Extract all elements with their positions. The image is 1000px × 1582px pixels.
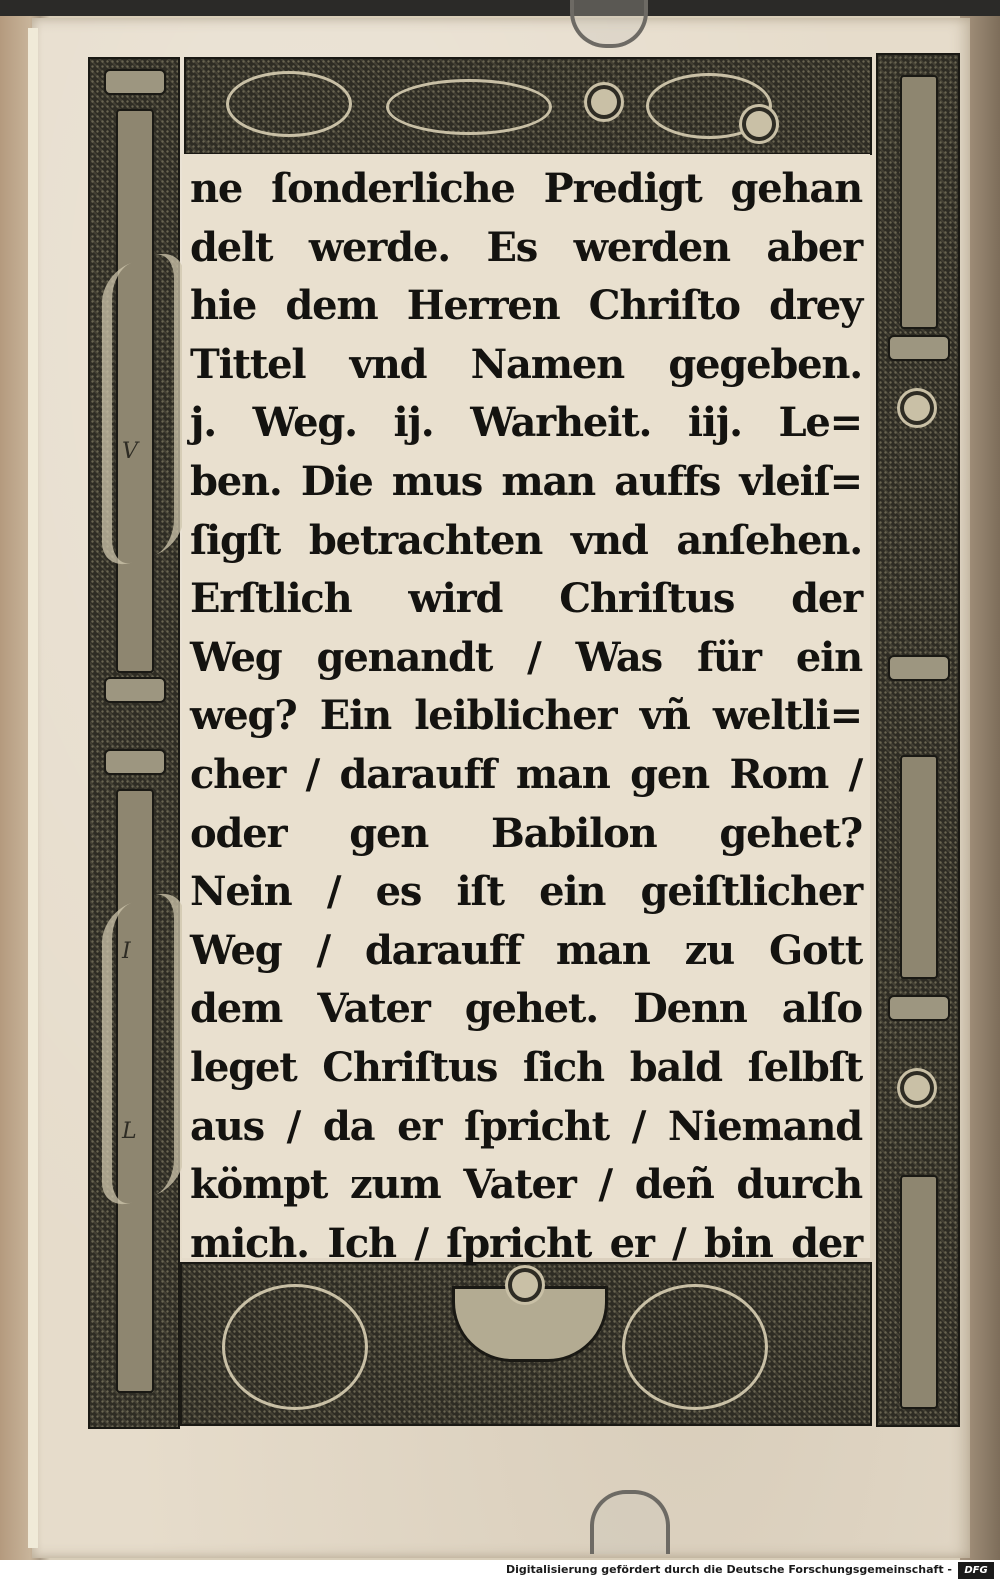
text-line: Erſtlich wird Chriſtus der <box>190 575 862 623</box>
scroll-ornament <box>222 1284 368 1410</box>
woodcut-border-right <box>876 53 960 1427</box>
footer-credit: Digitalisierung gefördert durch die Deutsche Forschungsgemeinschaft - <box>505 1563 952 1576</box>
column-shaft <box>900 1175 938 1409</box>
text-line: Tittel vnd Namen gegeben. <box>190 340 862 388</box>
text-line: Weg / darauff man zu Gott <box>190 926 862 974</box>
woodcut-border-bottom <box>180 1262 872 1426</box>
text-line: dem Vater gehet. Denn alſo <box>190 985 862 1033</box>
flower-ornament <box>746 111 772 137</box>
cover-strip <box>0 0 1000 16</box>
scroll-letter: I <box>122 939 131 964</box>
text-line: aus / da er ſpricht / Niemand <box>190 1102 862 1150</box>
text-line: ſigſt betrachten vnd anſehen. <box>190 516 862 564</box>
column-base <box>104 677 166 703</box>
text-line: kömpt zum Vater / deñ durch <box>190 1161 862 1209</box>
text-line: j. Weg. ij. Warheit. iij. Le= <box>190 399 862 447</box>
text-line: ben. Die mus man auffs vleiſ= <box>190 457 862 505</box>
digitization-footer <box>0 1560 1000 1582</box>
text-block <box>190 160 862 1273</box>
scroll-ornament <box>386 79 552 135</box>
text-line: leget Chriſtus ſich bald ſelbſt <box>190 1043 862 1091</box>
fruit-ornament <box>904 395 930 421</box>
woodcut-border-left <box>88 57 180 1429</box>
text-line: mich. Ich / ſpricht er / bin der <box>190 1219 862 1267</box>
scroll-ornament <box>226 71 352 137</box>
text-line: cher / darauff man gen Rom / <box>190 750 862 798</box>
column-capital <box>104 749 166 775</box>
text-line: hie dem Herren Chriſto drey <box>190 282 862 330</box>
ribbon-scroll <box>102 886 184 1213</box>
text-line: oder gen Babilon gehet? <box>190 809 862 857</box>
text-line: Nein / es iſt ein geiſtlicher <box>190 868 862 916</box>
flower-ornament <box>591 89 617 115</box>
dfg-logo: DFG <box>958 1562 994 1579</box>
text-line: ne ſonderliche Predigt gehan <box>190 165 862 212</box>
text-line: delt werde. Es werden aber <box>190 223 862 271</box>
text-line: weg? Ein leiblicher vñ weltli= <box>190 692 862 740</box>
book-clasp-bottom <box>590 1490 670 1554</box>
column-shaft <box>900 75 938 329</box>
ribbon-scroll <box>102 246 184 573</box>
column-capital <box>104 69 166 95</box>
scroll-letter: V <box>122 439 138 464</box>
woodcut-border-top <box>184 57 872 155</box>
vase-ornament <box>452 1286 608 1362</box>
flower-ornament <box>904 1075 930 1101</box>
column-capital <box>888 995 950 1021</box>
page-edge <box>28 28 38 1548</box>
flower-ornament <box>512 1272 538 1298</box>
scroll-letter: L <box>122 1119 137 1144</box>
text-line: Weg genandt / Was für ein <box>190 633 862 681</box>
column-capital <box>888 335 950 361</box>
column-shaft <box>900 755 938 979</box>
column-base <box>888 655 950 681</box>
scroll-ornament <box>622 1284 768 1410</box>
